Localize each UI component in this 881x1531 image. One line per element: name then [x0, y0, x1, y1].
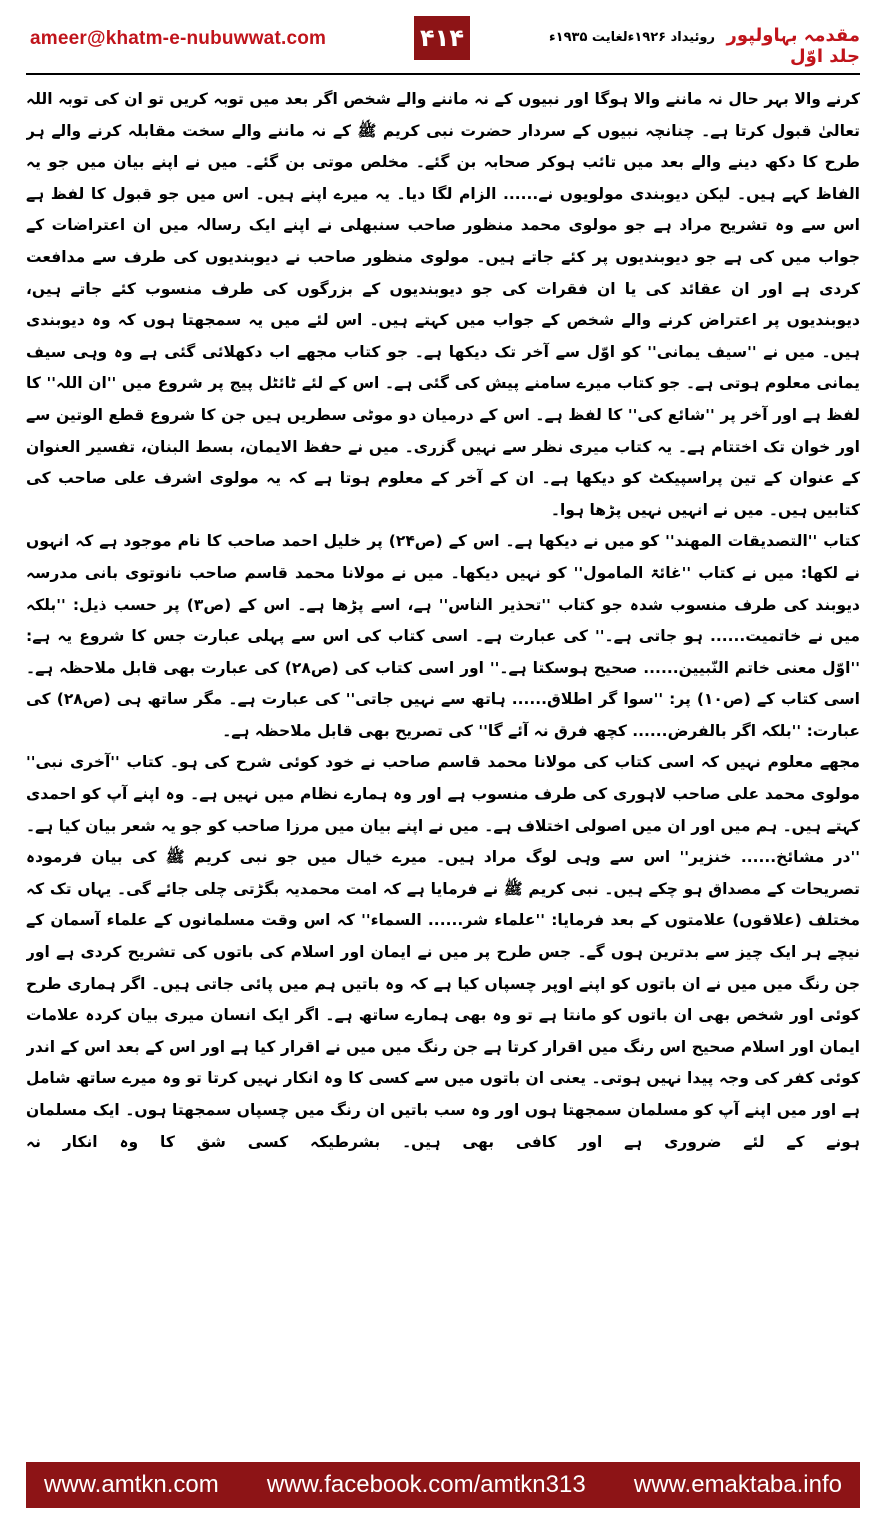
footer-banner — [26, 1462, 860, 1508]
footer-link-amtkn[interactable]: www.amtkn.com — [44, 1471, 219, 1498]
page-number-badge: ۴۱۴ — [414, 16, 470, 60]
header-email-link[interactable]: ameer@khatm-e-nubuwwat.com — [30, 28, 327, 49]
footer-link-emaktaba[interactable]: www.emaktaba.info — [633, 1471, 842, 1498]
book-title: مقدمہ بہاولپور جلد اوّل — [726, 25, 860, 67]
paragraph-3: مجھے معلوم نہیں کہ اسی کتاب کی مولانا محمد قاسم صاحب نے خود کوئی شرح کی ہو۔ کتاب ''آخری نبی'' مولوی محمد علی صاحب لاہوری کی طرف منسوب ہے اور وہ ہمارے نظام میں نہیں ہے۔ وہ اپنے آپ کو احمدی کہتے ہیں۔ ہم میں اور ان میں اصولی اختلاف ہے۔ میں نے اپنے بیان میں مرزا صاحب کو جو یہ شعر بیان کیا ہے۔ ''در مشائخ...... خنزیر'' اس سے وہی لوگ مراد ہیں۔ میرے خیال میں جو نبی کریم ﷺ کی بیان فرمودہ تصریحات کے مصداق ہو چکے ہیں۔ نبی کریم ﷺ نے فرمایا ہے کہ امت محمدیہ بگڑتی چلی جائے گی۔ یہاں تک کہ مختلف (علاقوں) علامتوں کے بعد فرمایا: ''علماء شر...... السماء'' کہ اس وقت مسلمانوں کے علماء آسمان کے نیچے ہر ایک چیز سے بدترین ہوں گے۔ جس طرح پر میں نے ایمان اور اسلام کی باتوں کی تشریح کردی ہے اور جن رنگ میں میں نے ان باتوں کو اپنے اوپر چسپاں کیا ہے کہ وہ باتیں ہم میں پائی جاتی ہیں۔ اگر ہماری طرح کوئی اور شخص بھی ان باتوں کو مانتا ہے تو وہ بھی ہمارے ساتھ ہے۔ اگر ایک انسان میری بیان کردہ علامات ایمان اور اسلام صحیح اس رنگ میں اقرار کرتا ہے جن رنگ میں میں نے اقرار کیا ہے اور اس کے بعد اس کے اندر کوئی کفر کی وجہ پیدا نہیں ہوتی۔ یعنی ان باتوں میں سے کسی کا وہ انکار نہیں کرتا تو وہ میرے ساتھ شامل ہے اور میں اپنے آپ کو مسلمان سمجھتا ہوں اور وہ سب باتیں ان رنگ میں چسپاں سمجھتا ہوں۔ ایک مسلمان ہونے کے لئے ضروری ہے اور کافی بھی ہیں۔ بشرطیکہ کسی شق کا وہ انکار نہ — [26, 753, 860, 1151]
footer-link-facebook[interactable]: www.facebook.com/amtkn313 — [266, 1471, 586, 1498]
header-subtitle: روئیداد ۱۹۲۶ءلغایت ۱۹۳۵ء — [549, 30, 715, 45]
page-body — [26, 84, 860, 1456]
paragraph-2: کتاب ''التصدیقات المھند'' کو میں نے دیکھا ہے۔ اس کے (ص۲۴) پر خلیل احمد صاحب کا نام موجود ہے کہ انہوں نے لکھا: میں نے کتاب ''غائۃ المامول'' کو نہیں دیکھا۔ میں نے مولانا محمد قاسم صاحب نانوتوی بانی مدرسہ دیوبند کی طرف منسوب شدہ جو کتاب ''تحذیر الناس'' ہے، اسے پڑھا ہے۔ اس کے (ص۳) پر حسب ذیل: ''بلکہ میں نے خاتمیت...... ہو جاتی ہے۔'' کی عبارت ہے۔ اسی کتاب کی اس سے پہلی عبارت جس کا شروع یہ ہے: ''اوّل معنی خاتم النّبیین...... صحیح ہوسکتا ہے۔'' اور اسی کتاب کی (ص۲۸) کی عبارت بھی قابل ملاحظہ ہے۔ اسی کتاب کے (ص۱۰) پر: ''سوا گر اطلاق...... ہاتھ سے نہیں جاتی'' کی عبارت ہے۔ مگر ساتھ ہی (ص۲۸) کی عبارت: ''بلکہ اگر بالفرض...... کچھ فرق نہ آئے گا'' کی تصریح بھی قابل ملاحظہ ہے۔ — [26, 532, 860, 740]
header-divider — [26, 73, 860, 75]
paragraph-1: کرنے والا بہر حال نہ ماننے والا ہوگا اور نبیوں کے نہ ماننے والے شخص اگر بعد میں توبہ کریں تو ان کی توبہ اللہ تعالیٰ قبول کرتا ہے۔ چنانچہ نبیوں کے سردار حضرت نبی کریم ﷺ کے نہ ماننے والے سخت مقابلہ کرنے والے ہر طرح کا دکھ دینے والے بعد میں تائب ہوکر صحابہ بن گئے۔ مخلص موتی بن گئے۔ میں نے اپنے بیان میں جو یہ الفاظ کہے ہیں۔ لیکن دیوبندی مولویوں نے...... الزام لگا دیا۔ یہ میرے اپنے ہیں۔ اس میں جو قبول کا لفظ ہے اس سے وہ تشریح مراد ہے جو مولوی محمد منظور صاحب سنبھلی نے اپنے ایک رسالہ میں ان اعتراضات کے جواب میں کی ہے جو دیوبندیوں پر کئے جاتے ہیں۔ مولوی منظور صاحب نے دیوبندیوں کی طرف سے مدافعت کردی ہے اور ان عقائد کی یا ان فقرات کی جو دیوبندیوں کے بزرگوں کی طرف منسوب کئے جاتے ہیں، دیوبندیوں پر اعتراض کرنے والے شخص کے جواب میں کہتے ہیں۔ اس لئے میں یہ سمجھتا ہوں کہ وہ دیوبندی ہیں۔ میں نے ''سیف یمانی'' کو اوّل سے آخر تک دیکھا ہے۔ جو کتاب مجھے اب دکھلائی گئی ہے وہ وہی سیف یمانی معلوم ہوتی ہے۔ جو کتاب میرے سامنے پیش کی گئی ہے۔ اس کے لئے ٹائٹل پیج پر شروع میں ''ان اللہ'' کا لفظ ہے اور آخر پر ''شائع کی'' کا لفظ ہے۔ اس کے درمیان دو موٹی سطریں ہیں جن کا شروع قطع الوتین سے اور خوان تک اختتام ہے۔ یہ کتاب میری نظر سے نہیں گزری۔ میں نے حفظ الایمان، بسط البنان، تفسیر العنوان کے عنوان کے تین پراسپیکٹ کو دیکھا ہے۔ ان کے آخر کے معلوم ہوتا ہے کہ یہ مولوی اشرف علی صاحب کی کتابیں ہیں۔ میں نے انہیں نہیں پڑھا ہوا۔ — [26, 90, 860, 519]
